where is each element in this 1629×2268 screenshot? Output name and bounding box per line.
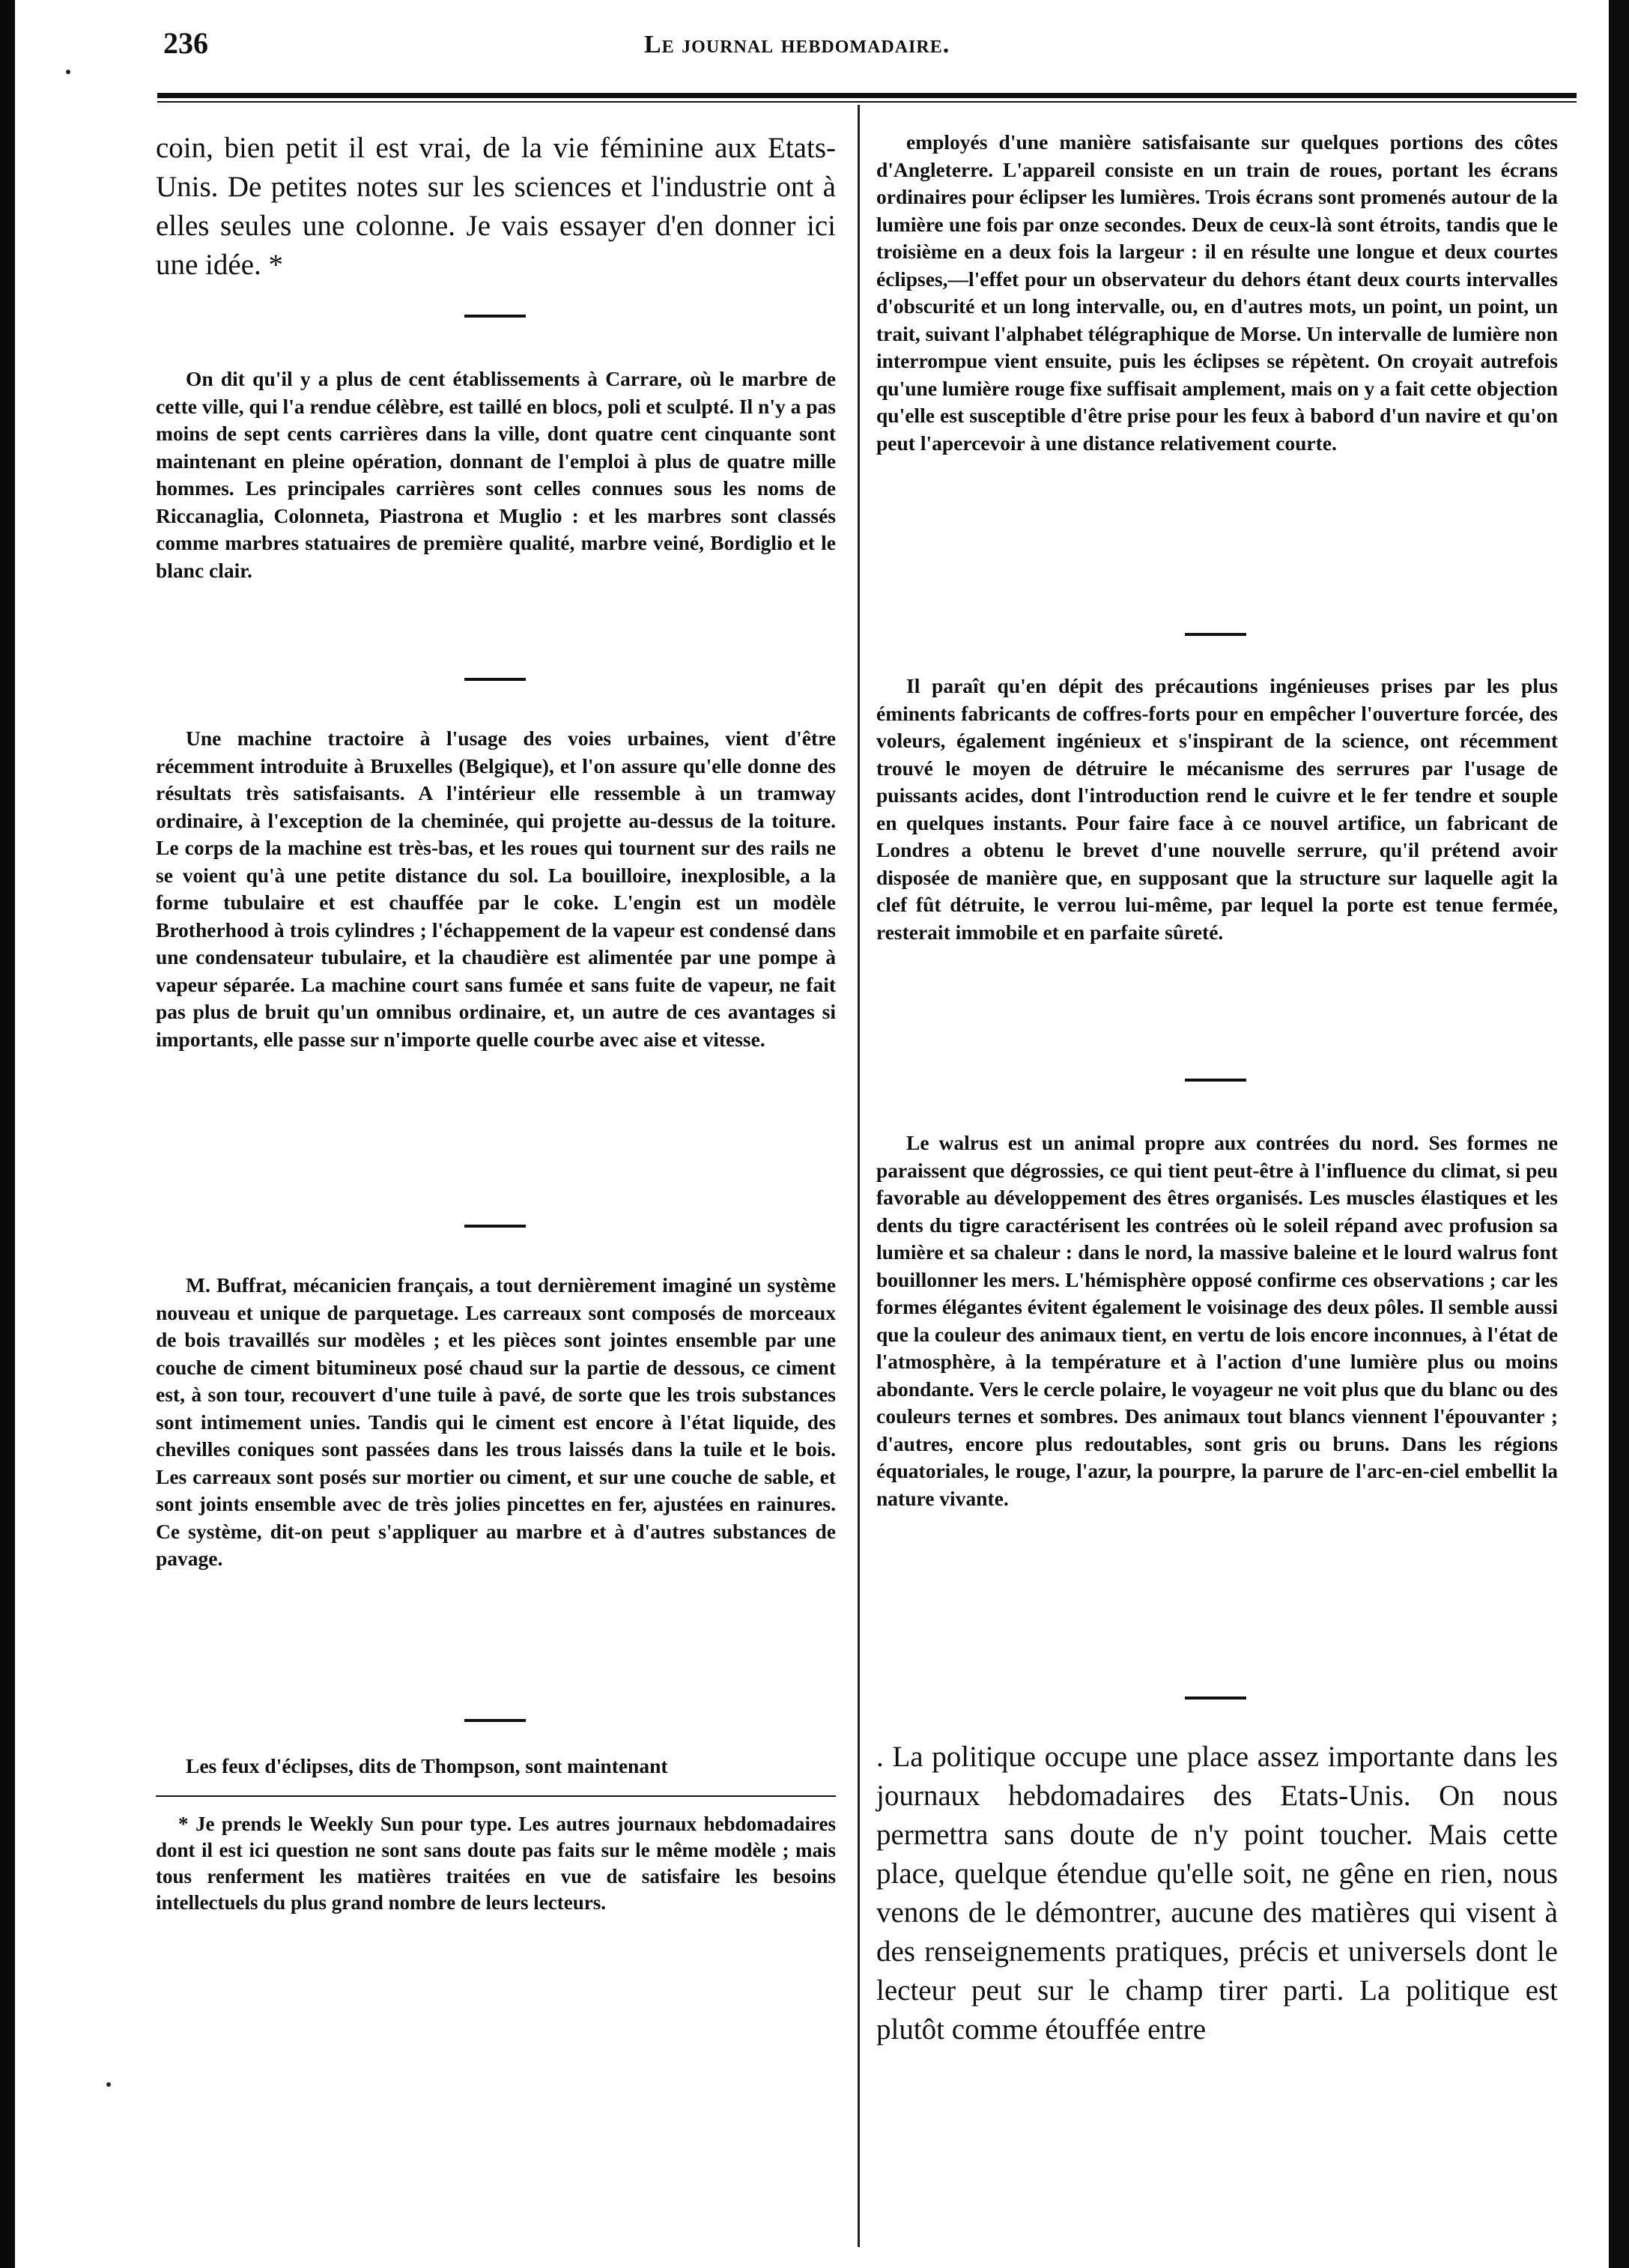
section-separator — [1185, 1697, 1246, 1700]
section-separator — [464, 315, 526, 318]
header-rule-thin — [157, 101, 1577, 103]
scan-speck — [66, 70, 70, 74]
scan-page-edge — [1609, 0, 1629, 2268]
article-carrare-marble: On dit qu'il y a plus de cent établissements à Carrare, où le marbre de cette ville, qui l'a rendue célèbre, est taillé en blocs, poli et sculpté. Il n'y a pas moins de sept cents carrières dans la ville, dont quatre cent cinquante sont maintenant en pleine opération, donnant de l'emploi à plus de quatre mille hommes. Les principales carrières sont celles connues sous les noms de Riccanaglia, Colonneta, Piastrona et Muglio : et les marbres sont classés comme marbres statuaires de première qualité, marbre veiné, Bordiglio et le blanc clair. — [156, 367, 836, 582]
article-walrus: Le walrus est un animal propre aux contrées du nord. Ses formes ne paraissent que dégrossies, ce qui tient peut-être à l'influence du climat, si peu favorable au développement des êtres organisés. Les muscles élastiques et les dents du tigre caractérisent les contrées où le soleil répand avec profusion sa lumière et sa chaleur : dans le nord, la massive baleine et le lourd walrus font bouillonner les mers. L'hémisphère opposé confirme ces observations ; car les formes élégantes évitent également le voisinage des deux pôles. Il semble aussi que la couleur des animaux tient, en vertu de lois encore inconnues, à l'état de l'atmosphère, à la température et à l'action d'une lumière plus ou moins abondante. Vers le cercle polaire, le voyageur ne voit plus que du blanc ou des couleurs ternes et sombres. Des animaux tout blancs viennent l'épouvanter ; d'autres, encore plus redoutables, sont gris ou bruns. Dans les régions équatoriales, le rouge, l'azur, la pourpre, la parure de l'arc-en-ciel embellit la nature vivante. — [876, 1131, 1558, 1510]
footnote-rule — [156, 1795, 836, 1797]
article-tractor-machine: Une machine tractoire à l'usage des voies urbaines, vient d'être récemment introduite à Bruxelles (Belgique), et l'on assure qu'elle donne des résultats très satisfaisants. A l'intérieur elle ressemble à un tramway ordinaire, à l'exception de la cheminée, qui projette au-dessus de la toiture. Le corps de la machine est très-bas, et les roues qui tournent sur des rails ne se voient qu'à une petite distance du sol. La bouilloire, inexplosible, a la forme tubulaire et est chauffée par le coke. L'engin est un modèle Brotherhood à trois cylindres ; l'échappement de la vapeur est condensé dans une condensateur tubulaire, et la chaudière est alimentée par une pompe à vapeur séparée. La machine court sans fumée et sans fuite de vapeur, ne fait pas plus de bruit qu'un omnibus ordinaire, et, un autre de ces avantages si importants, elle passe sur n'importe quelle courbe avec aise et vitesse. — [156, 727, 836, 1051]
header-rule — [157, 93, 1577, 98]
section-separator — [464, 678, 526, 681]
section-separator — [1185, 1079, 1246, 1082]
scan-speck — [106, 2082, 111, 2087]
column-divider — [858, 105, 860, 2247]
running-title: Le journal hebdomadaire. — [644, 31, 950, 58]
article-safe-locks: Il paraît qu'en dépit des précautions ingénieuses prises par les plus éminents fabricants de coffres-forts pour en empêcher l'ouverture forcée, des voleurs, également ingénieux et s'inspirant de la science, ont récemment trouvé le moyen de détruire le mécanisme des serrures par l'usage de puissants acides, dont l'introduction rend le cuivre et le fer tendre et souple en quelques instants. Pour faire face à ce nouvel artifice, un fabricant de Londres a obtenu le brevet d'une nouvelle serrure, qu'il prétend avoir disposée de manière que, en supposant que la structure sur laquelle agit la clef fût détruite, le verrou lui-même, par lequel la porte est tenue fermée, resterait immobile et en parfaite sûreté. — [876, 674, 1558, 944]
page-number: 236 — [163, 26, 208, 60]
section-separator — [464, 1225, 526, 1228]
article-intro-continued: coin, bien petit il est vrai, de la vie féminine aux Etats-Unis. De petites notes sur les sciences et l'industrie ont à elles seules une colonne. Je vais essayer d'en donner ici une idée. * — [156, 132, 836, 281]
section-separator — [464, 1719, 526, 1722]
footnote: * Je prends le Weekly Sun pour type. Les autres journaux hebdomadaires dont il est ici question ne sont sans doute pas faits sur le même modèle ; mais tous renferment les matières traitées en vue de satisfaire les besoins intellectuels du plus grand nombre de leurs lecteurs. — [156, 1813, 836, 1914]
article-eclipse-lights-continued: employés d'une manière satisfaisante sur quelques portions des côtes d'Angleterre. L'appareil consiste en un train de roues, portant les écrans ordinaires pour éclipser les lumières. Trois écrans sont promenés autour de la lumière une fois par onze secondes. Deux de ceux-là sont étroits, tandis que le troisième en a deux fois la largeur : il en résulte une longue et deux courtes éclipses,—l'effet pour un observateur du dehors étant deux courts intervalles d'obscurité et un long intervalle, ou, en d'autres mots, un point, un point, un trait, suivant l'alphabet télégraphique de Morse. Un intervalle de lumière non interrompue vient ensuite, puis les éclipses se répètent. On croyait autrefois qu'une lumière rouge fixe suffisait amplement, mais on y a fait cette objection qu'elle est susceptible d'être prise pour les feux à babord d'un navire et qu'on peut l'apercevoir à une distance relativement courte. — [876, 130, 1559, 455]
article-politics: . La politique occupe une place assez importante dans les journaux hebdomadaires des Etats-Unis. On nous permettra sans doute de n'y point toucher. Mais cette place, quelque étendue qu'elle soit, ne gêne en rien, nous venons de le démontrer, aucune des matières qui visent à des renseignements pratiques, précis et universels dont le lecteur peut sur le champ tirer parti. La politique est plutôt comme étouffée entre — [876, 1741, 1558, 2046]
article-parquetage: M. Buffrat, mécanicien français, a tout dernièrement imaginé un système nouveau et unique de parquetage. Les carreaux sont composés de morceaux de bois travaillés sur modèles ; et les pièces sont jointes ensemble par une couche de ciment bitumineux posé chaud sur la partie de dessous, ce ciment est, à son tour, recouvert d'une tuile à pavé, de sorte que les trois substances sont intimement unies. Tandis qui le ciment est encore à l'état liquide, des chevilles coniques sont passées dans les trous laissés dans la tuile et le bois. Les carreaux sont posés sur mortier ou ciment, et sur une couche de sable, et sont joints ensemble avec de très jolies pincettes en fer, ajustées en rainures. Ce système, dit-on peut s'appliquer au marbre et à d'autres substances de pavage. — [156, 1273, 836, 1570]
section-separator — [1185, 633, 1246, 636]
scan-binding-edge — [0, 0, 15, 2268]
article-eclipse-lights-start: Les feux d'éclipses, dits de Thompson, sont maintenant — [186, 1754, 668, 1777]
